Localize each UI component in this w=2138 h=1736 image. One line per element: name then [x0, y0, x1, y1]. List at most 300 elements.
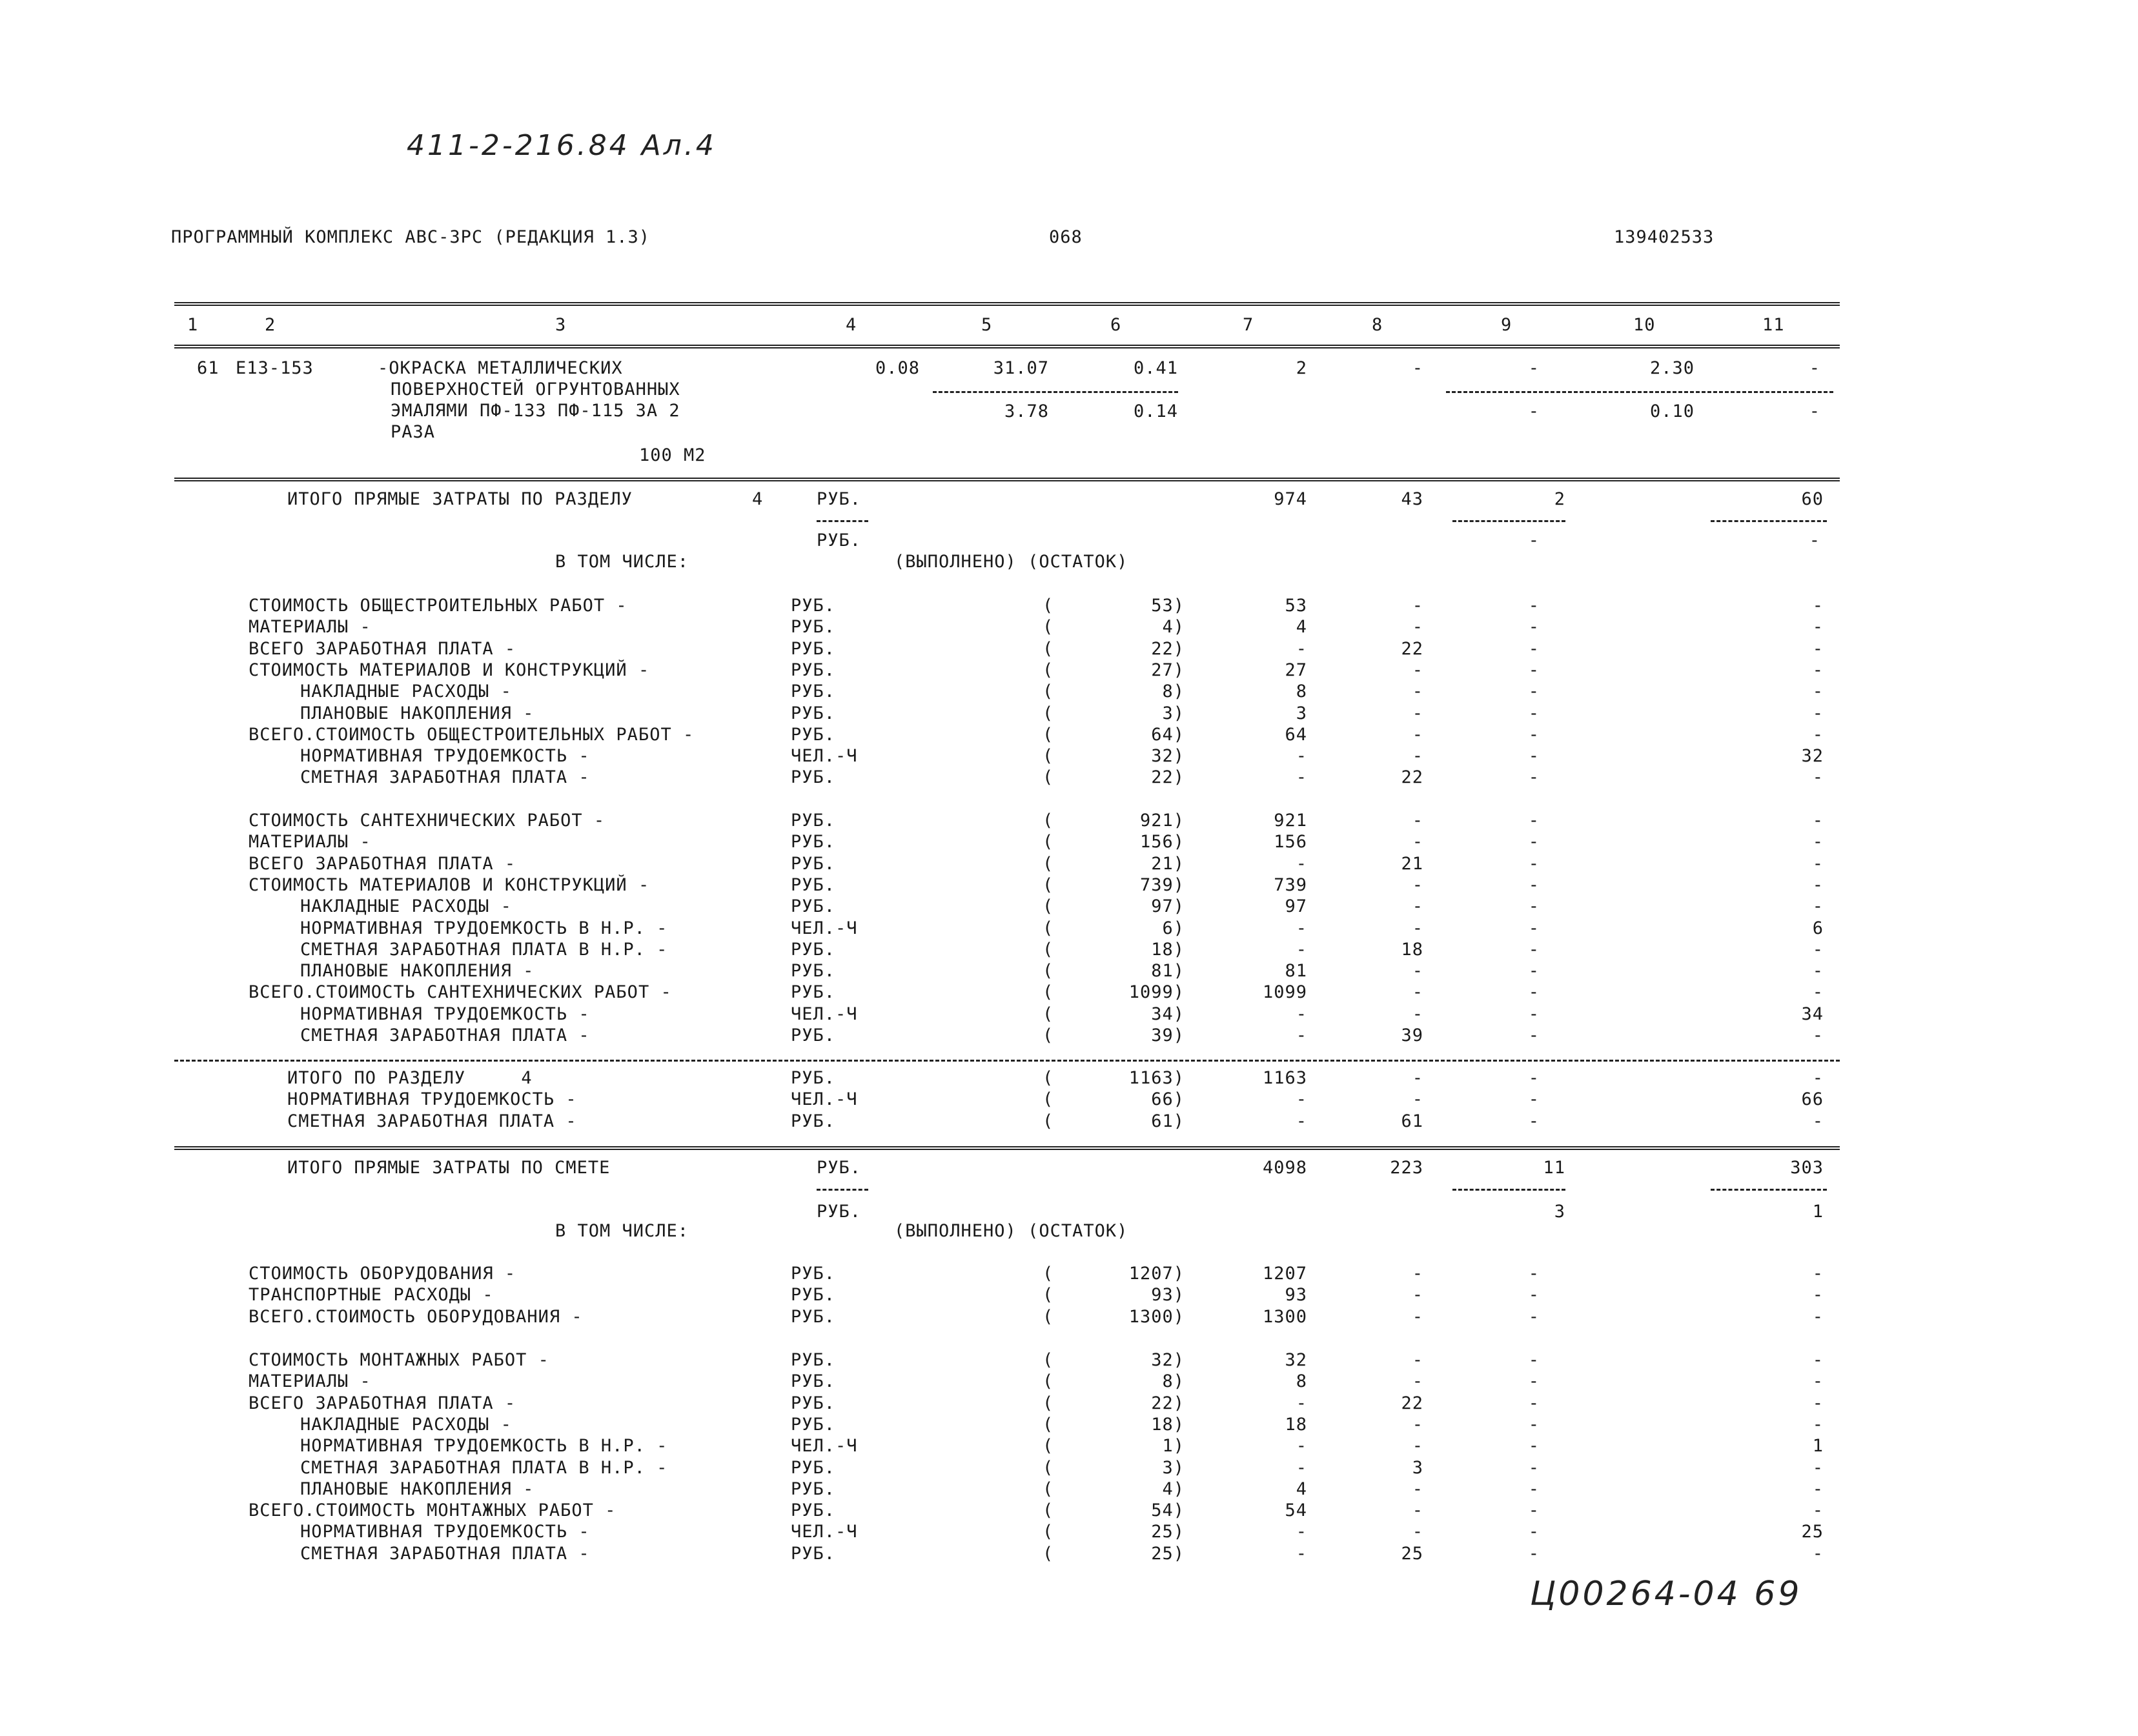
row-total: 4 [1296, 1479, 1307, 1499]
row-c11: - [1812, 1068, 1824, 1088]
column-header-rule [174, 345, 1840, 348]
row-wage: - [1412, 1068, 1423, 1088]
row-done-value: 1207) [1128, 1264, 1185, 1284]
row-total: 921 [1274, 811, 1307, 831]
row-open-paren: ( [1043, 1111, 1054, 1131]
row-c9: - [1528, 982, 1540, 1002]
row-label: НАКЛАДНЫЕ РАСХОДЫ - [300, 681, 512, 701]
row-wage: - [1412, 832, 1423, 852]
row-label: СМЕТНАЯ ЗАРАБОТНАЯ ПЛАТА В Н.Р. - [300, 1458, 668, 1478]
item-c10: 2.30 [1649, 358, 1695, 378]
row-done-value: 22) [1151, 767, 1185, 787]
row-c9: - [1528, 1025, 1540, 1045]
row-open-paren: ( [1043, 811, 1054, 831]
row-c9: - [1528, 1544, 1540, 1564]
row-label: ТРАНСПОРТНЫЕ РАСХОДЫ - [249, 1285, 494, 1305]
row-c9: - [1528, 1371, 1540, 1391]
column-header-11: 11 [1762, 315, 1785, 335]
row-c11: - [1812, 896, 1824, 916]
section-sub-rule [1711, 520, 1827, 522]
row-done-value: 61) [1151, 1111, 1185, 1131]
row-c9: - [1528, 617, 1540, 637]
row-total: 64 [1285, 725, 1307, 745]
row-c11: - [1812, 1350, 1824, 1370]
row-label: СТОИМОСТЬ ОБОРУДОВАНИЯ - [249, 1264, 516, 1284]
row-done-value: 22) [1151, 639, 1185, 659]
row-c9: - [1528, 1393, 1540, 1413]
row-unit: РУБ. [791, 854, 836, 874]
row-unit: РУБ. [791, 940, 836, 960]
row-open-paren: ( [1043, 660, 1054, 680]
row-unit: ЧЕЛ.-Ч [791, 1004, 858, 1024]
page-number: 068 [1049, 227, 1083, 247]
row-done-value: 18) [1151, 940, 1185, 960]
row-label: ПЛАНОВЫЕ НАКОПЛЕНИЯ - [300, 1479, 534, 1499]
row-c11: - [1812, 1371, 1824, 1391]
row-c11: 66 [1801, 1089, 1824, 1109]
row-c11: - [1812, 1264, 1824, 1284]
row-open-paren: ( [1043, 1479, 1054, 1499]
row-label: НАКЛАДНЫЕ РАСХОДЫ - [300, 1415, 512, 1435]
item-sub-rule [933, 391, 1178, 393]
row-total: 53 [1285, 596, 1307, 616]
item-unit: 100 М2 [639, 445, 706, 465]
row-open-paren: ( [1043, 832, 1054, 852]
row-done-value: 66) [1151, 1089, 1185, 1109]
item-sub-rule [1446, 391, 1833, 393]
item-unit-wage-2: 0.14 [1133, 401, 1178, 421]
row-c11: 34 [1801, 1004, 1824, 1024]
row-unit: РУБ. [791, 811, 836, 831]
row-c11: - [1812, 961, 1824, 981]
row-open-paren: ( [1043, 1350, 1054, 1370]
row-done-value: 53) [1151, 596, 1185, 616]
section-sub-rule [817, 520, 868, 522]
row-wage: 22 [1401, 767, 1423, 787]
column-header-9: 9 [1501, 315, 1512, 335]
row-wage: 21 [1401, 854, 1423, 874]
row-done-value: 64) [1151, 725, 1185, 745]
row-c11: - [1812, 1500, 1824, 1520]
section-unit-2: РУБ. [817, 530, 862, 550]
row-done-value: 97) [1151, 896, 1185, 916]
row-c9: - [1528, 1436, 1540, 1456]
row-done-value: 156) [1139, 832, 1185, 852]
row-label: НОРМАТИВНАЯ ТРУДОЕМКОСТЬ - [300, 746, 590, 766]
row-unit: РУБ. [791, 1544, 836, 1564]
row-label: ПЛАНОВЫЕ НАКОПЛЕНИЯ - [300, 703, 534, 723]
row-c11: - [1812, 1393, 1824, 1413]
row-wage: - [1412, 660, 1423, 680]
row-wage: - [1412, 1522, 1423, 1542]
row-label: СМЕТНАЯ ЗАРАБОТНАЯ ПЛАТА - [300, 1025, 590, 1045]
item-total: 2 [1296, 358, 1307, 378]
row-wage: - [1412, 918, 1423, 938]
row-c9: - [1528, 961, 1540, 981]
row-c9: - [1528, 1479, 1540, 1499]
row-c9: - [1528, 639, 1540, 659]
row-done-value: 1) [1162, 1436, 1185, 1456]
subtotal-rule [174, 1060, 1840, 1062]
row-wage: - [1412, 617, 1423, 637]
row-label: МАТЕРИАЛЫ - [249, 1371, 371, 1391]
row-c9: - [1528, 1068, 1540, 1088]
row-done-value: 22) [1151, 1393, 1185, 1413]
row-unit: РУБ. [791, 1111, 836, 1131]
row-total: - [1296, 1544, 1307, 1564]
row-done-value: 18) [1151, 1415, 1185, 1435]
document-number: 139402533 [1614, 227, 1715, 247]
row-label: СТОИМОСТЬ МАТЕРИАЛОВ И КОНСТРУКЦИЙ - [249, 875, 650, 895]
estimate-sub-rule [1711, 1189, 1827, 1191]
section-c9: 2 [1554, 489, 1565, 509]
row-wage: - [1412, 811, 1423, 831]
row-unit: РУБ. [791, 1285, 836, 1305]
row-c11: - [1812, 832, 1824, 852]
row-wage: - [1412, 1285, 1423, 1305]
row-wage: - [1412, 1350, 1423, 1370]
handwritten-archive-code: Ц00264-04 69 [1530, 1575, 1802, 1613]
row-c9: - [1528, 725, 1540, 745]
row-done-value: 3) [1162, 1458, 1185, 1478]
row-c9: - [1528, 596, 1540, 616]
row-wage: 39 [1401, 1025, 1423, 1045]
row-total: 8 [1296, 1371, 1307, 1391]
row-unit: РУБ. [791, 982, 836, 1002]
row-label: СМЕТНАЯ ЗАРАБОТНАЯ ПЛАТА - [300, 1544, 590, 1564]
row-open-paren: ( [1043, 1371, 1054, 1391]
row-label: НОРМАТИВНАЯ ТРУДОЕМКОСТЬ - [300, 1522, 590, 1542]
row-open-paren: ( [1043, 1415, 1054, 1435]
row-label: ИТОГО ПО РАЗДЕЛУ 4 [287, 1068, 533, 1088]
row-wage: - [1412, 982, 1423, 1002]
row-done-value: 32) [1151, 746, 1185, 766]
item-desc-1: -ОКРАСКА МЕТАЛЛИЧЕСКИХ [378, 358, 623, 378]
row-wage: - [1412, 703, 1423, 723]
row-c9: - [1528, 1004, 1540, 1024]
section-rule [174, 478, 1840, 481]
row-open-paren: ( [1043, 1089, 1054, 1109]
estimate-c8: 223 [1390, 1158, 1423, 1178]
row-c11: - [1812, 1479, 1824, 1499]
row-wage: - [1412, 1264, 1423, 1284]
row-done-value: 93) [1151, 1285, 1185, 1305]
row-total: - [1296, 918, 1307, 938]
row-unit: РУБ. [791, 1068, 836, 1088]
column-header-8: 8 [1372, 315, 1383, 335]
column-header-4: 4 [846, 315, 857, 335]
row-open-paren: ( [1043, 961, 1054, 981]
row-total: 8 [1296, 681, 1307, 701]
column-header-1: 1 [187, 315, 199, 335]
row-label: НОРМАТИВНАЯ ТРУДОЕМКОСТЬ - [300, 1004, 590, 1024]
section-number: 4 [752, 489, 764, 509]
row-c9: - [1528, 1264, 1540, 1284]
row-total: 1207 [1262, 1264, 1307, 1284]
column-header-6: 6 [1110, 315, 1122, 335]
section-unit: РУБ. [817, 489, 862, 509]
row-open-paren: ( [1043, 1025, 1054, 1045]
row-label: ВСЕГО.СТОИМОСТЬ ОБЩЕСТРОИТЕЛЬНЫХ РАБОТ - [249, 725, 695, 745]
row-c11: - [1812, 1415, 1824, 1435]
row-done-value: 32) [1151, 1350, 1185, 1370]
row-c9: - [1528, 1089, 1540, 1109]
row-open-paren: ( [1043, 1544, 1054, 1564]
table-top-rule [174, 302, 1840, 306]
item-c11-2: - [1809, 401, 1820, 421]
row-c11: - [1812, 982, 1824, 1002]
row-done-value: 8) [1162, 681, 1185, 701]
row-wage: - [1412, 746, 1423, 766]
including-label: В ТОМ ЧИСЛЕ: [555, 552, 689, 572]
done-remaining-label: (ВЫПОЛНЕНО) (ОСТАТОК) [894, 552, 1128, 572]
row-unit: РУБ. [791, 660, 836, 680]
row-unit: РУБ. [791, 767, 836, 787]
row-total: 54 [1285, 1500, 1307, 1520]
section-sub-rule [1452, 520, 1565, 522]
row-c11: - [1812, 596, 1824, 616]
section-c11-2: - [1809, 530, 1820, 550]
row-open-paren: ( [1043, 1458, 1054, 1478]
row-unit: РУБ. [791, 1264, 836, 1284]
item-c9-2: - [1528, 401, 1540, 421]
row-c11: - [1812, 875, 1824, 895]
row-label: СТОИМОСТЬ САНТЕХНИЧЕСКИХ РАБОТ - [249, 811, 606, 831]
row-label: НАКЛАДНЫЕ РАСХОДЫ - [300, 896, 512, 916]
row-unit: РУБ. [791, 1025, 836, 1045]
row-wage: - [1412, 725, 1423, 745]
row-done-value: 4) [1162, 1479, 1185, 1499]
row-wage: - [1412, 1436, 1423, 1456]
row-done-value: 21) [1151, 854, 1185, 874]
software-title: ПРОГРАММНЫЙ КОМПЛЕКС АВС-3РС (РЕДАКЦИЯ 1.3) [171, 227, 650, 247]
row-c9: - [1528, 918, 1540, 938]
row-wage: - [1412, 1415, 1423, 1435]
row-unit: РУБ. [791, 639, 836, 659]
row-wage: - [1412, 1371, 1423, 1391]
item-wage: - [1412, 358, 1423, 378]
column-header-3: 3 [555, 315, 567, 335]
row-open-paren: ( [1043, 725, 1054, 745]
row-unit: РУБ. [791, 1371, 836, 1391]
row-c9: - [1528, 1350, 1540, 1370]
row-c9: - [1528, 1500, 1540, 1520]
row-open-paren: ( [1043, 681, 1054, 701]
row-c9: - [1528, 896, 1540, 916]
item-desc-3: ЭМАЛЯМИ ПФ-133 ПФ-115 ЗА 2 [391, 401, 680, 421]
row-open-paren: ( [1043, 746, 1054, 766]
row-wage: - [1412, 1089, 1423, 1109]
column-header-7: 7 [1243, 315, 1254, 335]
row-c11: - [1812, 681, 1824, 701]
row-total: - [1296, 639, 1307, 659]
row-c9: - [1528, 940, 1540, 960]
section-c11: 60 [1801, 489, 1824, 509]
row-unit: ЧЕЛ.-Ч [791, 1522, 858, 1542]
row-c11: - [1812, 617, 1824, 637]
row-open-paren: ( [1043, 1264, 1054, 1284]
row-label: ВСЕГО ЗАРАБОТНАЯ ПЛАТА - [249, 1393, 516, 1413]
row-total: - [1296, 1111, 1307, 1131]
row-open-paren: ( [1043, 617, 1054, 637]
row-total: - [1296, 854, 1307, 874]
section-c9-2: - [1528, 530, 1540, 550]
row-unit: ЧЕЛ.-Ч [791, 746, 858, 766]
row-wage: 22 [1401, 639, 1423, 659]
row-c11: - [1812, 1544, 1824, 1564]
row-unit: РУБ. [791, 703, 836, 723]
row-done-value: 54) [1151, 1500, 1185, 1520]
row-open-paren: ( [1043, 1068, 1054, 1088]
row-wage: - [1412, 681, 1423, 701]
row-c9: - [1528, 1458, 1540, 1478]
row-c9: - [1528, 1285, 1540, 1305]
row-wage: - [1412, 1004, 1423, 1024]
row-unit: РУБ. [791, 896, 836, 916]
row-total: - [1296, 1393, 1307, 1413]
row-c9: - [1528, 767, 1540, 787]
row-c11: - [1812, 660, 1824, 680]
row-total: - [1296, 1025, 1307, 1045]
row-wage: - [1412, 875, 1423, 895]
row-total: - [1296, 1089, 1307, 1109]
row-label: НОРМАТИВНАЯ ТРУДОЕМКОСТЬ В Н.Р. - [300, 1436, 668, 1456]
item-qty: 0.08 [875, 358, 920, 378]
row-unit: РУБ. [791, 1479, 836, 1499]
item-number: 61 [197, 358, 219, 378]
row-total: 32 [1285, 1350, 1307, 1370]
section-total-label: ИТОГО ПРЯМЫЕ ЗАТРАТЫ ПО РАЗДЕЛУ [287, 489, 633, 509]
row-unit: РУБ. [791, 1393, 836, 1413]
row-label: ВСЕГО.СТОИМОСТЬ ОБОРУДОВАНИЯ - [249, 1307, 583, 1327]
row-open-paren: ( [1043, 767, 1054, 787]
estimate-c11-2: 1 [1812, 1202, 1824, 1222]
column-header-5: 5 [981, 315, 993, 335]
row-unit: ЧЕЛ.-Ч [791, 1436, 858, 1456]
row-unit: РУБ. [791, 1307, 836, 1327]
handwritten-document-code: 411-2-216.84 Ал.4 [407, 129, 717, 162]
estimate-rule [174, 1146, 1840, 1150]
row-wage: - [1412, 596, 1423, 616]
row-c9: - [1528, 832, 1540, 852]
row-unit: РУБ. [791, 1500, 836, 1520]
estimate-unit: РУБ. [817, 1158, 862, 1178]
row-open-paren: ( [1043, 1307, 1054, 1327]
row-c9: - [1528, 1522, 1540, 1542]
row-done-value: 25) [1151, 1522, 1185, 1542]
row-total: - [1296, 746, 1307, 766]
row-open-paren: ( [1043, 875, 1054, 895]
row-label: ВСЕГО.СТОИМОСТЬ САНТЕХНИЧЕСКИХ РАБОТ - [249, 982, 672, 1002]
item-desc-4: РАЗА [391, 422, 436, 442]
item-c11: - [1809, 358, 1820, 378]
row-total: 18 [1285, 1415, 1307, 1435]
done-remaining-label: (ВЫПОЛНЕНО) (ОСТАТОК) [894, 1221, 1128, 1241]
row-label: НОРМАТИВНАЯ ТРУДОЕМКОСТЬ В Н.Р. - [300, 918, 668, 938]
item-unit-cost-2: 3.78 [1004, 401, 1049, 421]
row-unit: РУБ. [791, 617, 836, 637]
row-label: ПЛАНОВЫЕ НАКОПЛЕНИЯ - [300, 961, 534, 981]
row-done-value: 81) [1151, 961, 1185, 981]
row-wage: 25 [1401, 1544, 1423, 1564]
row-wage: - [1412, 1479, 1423, 1499]
row-label: СТОИМОСТЬ ОБЩЕСТРОИТЕЛЬНЫХ РАБОТ - [249, 596, 627, 616]
row-c11: - [1812, 639, 1824, 659]
row-open-paren: ( [1043, 596, 1054, 616]
row-total: - [1296, 767, 1307, 787]
row-done-value: 4) [1162, 617, 1185, 637]
row-unit: ЧЕЛ.-Ч [791, 918, 858, 938]
row-total: 81 [1285, 961, 1307, 981]
row-open-paren: ( [1043, 1522, 1054, 1542]
row-c11: 1 [1812, 1436, 1824, 1456]
row-wage: - [1412, 1307, 1423, 1327]
row-open-paren: ( [1043, 918, 1054, 938]
row-label: МАТЕРИАЛЫ - [249, 832, 371, 852]
row-done-value: 34) [1151, 1004, 1185, 1024]
estimate-sub-rule [817, 1189, 868, 1191]
row-unit: РУБ. [791, 1458, 836, 1478]
row-wage: 18 [1401, 940, 1423, 960]
row-total: 27 [1285, 660, 1307, 680]
row-label: СТОИМОСТЬ МОНТАЖНЫХ РАБОТ - [249, 1350, 549, 1370]
row-total: 156 [1274, 832, 1307, 852]
row-c9: - [1528, 681, 1540, 701]
estimate-total-label: ИТОГО ПРЯМЫЕ ЗАТРАТЫ ПО СМЕТЕ [287, 1158, 611, 1178]
row-open-paren: ( [1043, 896, 1054, 916]
row-unit: РУБ. [791, 875, 836, 895]
estimate-c9-2: 3 [1554, 1202, 1565, 1222]
row-done-value: 1300) [1128, 1307, 1185, 1327]
row-total: - [1296, 1436, 1307, 1456]
row-wage: 22 [1401, 1393, 1423, 1413]
row-unit: РУБ. [791, 1350, 836, 1370]
row-c11: 32 [1801, 746, 1824, 766]
row-done-value: 39) [1151, 1025, 1185, 1045]
row-c11: - [1812, 1025, 1824, 1045]
row-c9: - [1528, 811, 1540, 831]
row-label: СМЕТНАЯ ЗАРАБОТНАЯ ПЛАТА В Н.Р. - [300, 940, 668, 960]
row-total: 739 [1274, 875, 1307, 895]
item-code: Е13-153 [236, 358, 314, 378]
including-label: В ТОМ ЧИСЛЕ: [555, 1221, 689, 1241]
row-unit: РУБ. [791, 961, 836, 981]
row-c9: - [1528, 1307, 1540, 1327]
row-label: ВСЕГО ЗАРАБОТНАЯ ПЛАТА - [249, 854, 516, 874]
row-total: - [1296, 940, 1307, 960]
row-c9: - [1528, 854, 1540, 874]
row-total: - [1296, 1458, 1307, 1478]
row-c9: - [1528, 660, 1540, 680]
row-done-value: 6) [1162, 918, 1185, 938]
item-desc-2: ПОВЕРХНОСТЕЙ ОГРУНТОВАННЫХ [391, 379, 680, 399]
row-done-value: 1099) [1128, 982, 1185, 1002]
row-c11: - [1812, 1307, 1824, 1327]
row-total: 4 [1296, 617, 1307, 637]
row-c9: - [1528, 1415, 1540, 1435]
row-c9: - [1528, 875, 1540, 895]
row-c11: - [1812, 1111, 1824, 1131]
row-done-value: 921) [1139, 811, 1185, 831]
row-wage: - [1412, 961, 1423, 981]
row-total: 1300 [1262, 1307, 1307, 1327]
row-label: СМЕТНАЯ ЗАРАБОТНАЯ ПЛАТА - [300, 767, 590, 787]
row-label: МАТЕРИАЛЫ - [249, 617, 371, 637]
row-open-paren: ( [1043, 639, 1054, 659]
row-total: - [1296, 1004, 1307, 1024]
row-wage: 61 [1401, 1111, 1423, 1131]
row-c11: - [1812, 1458, 1824, 1478]
